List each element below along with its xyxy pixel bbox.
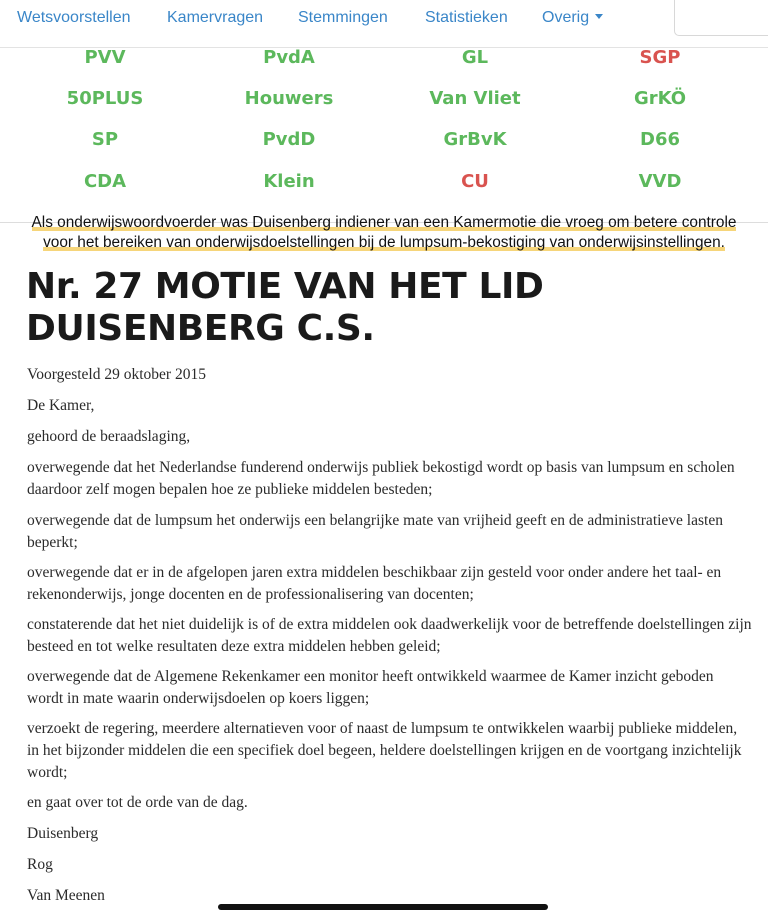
search-input[interactable]: [674, 0, 768, 36]
signatory-3: Van Meenen: [27, 887, 105, 904]
caption-line-2: voor het bereiken van onderwijsdoelstellingen bij de lumpsum-bekostiging van onderwijsinstellingen.: [43, 234, 725, 251]
document-title: [26, 266, 746, 350]
motion-paragraph-2: overwegende dat de lumpsum het onderwijs een belangrijke mate van vrijheid geeft en de administratieve lasten beperkt;: [27, 512, 723, 551]
nav-stemmingen[interactable]: Stemmingen: [298, 9, 388, 26]
home-indicator: [218, 904, 548, 910]
party-pvv[interactable]: PVV: [84, 47, 126, 68]
party-grko[interactable]: GrKÖ: [633, 88, 687, 109]
party-sp[interactable]: SP: [91, 129, 119, 150]
nav-overig-label: Overig: [542, 9, 590, 26]
document-date: Voorgesteld 29 oktober 2015: [27, 366, 206, 383]
party-grbvk[interactable]: GrBvK: [443, 129, 507, 150]
signatory-1: Duisenberg: [27, 825, 99, 842]
party-klein[interactable]: Klein: [263, 171, 315, 192]
nav-statistieken[interactable]: Statistieken: [425, 9, 508, 26]
document-preamble: gehoord de beraadslaging,: [27, 428, 191, 445]
motion-paragraph-5: overwegende dat de Algemene Rekenkamer een monitor heeft ontwikkeld waarmee de Kamer inzicht geboden wordt in mate waarin onderwijsdoelen op koers liggen;: [27, 668, 714, 707]
party-sgp[interactable]: SGP: [639, 47, 681, 68]
nav-kamervragen[interactable]: Kamervragen: [167, 9, 264, 26]
party-cda[interactable]: CDA: [83, 171, 127, 192]
highlighted-caption: [0, 213, 768, 253]
party-vote-grid: [0, 48, 768, 208]
party-houwers[interactable]: Houwers: [244, 88, 334, 109]
nav-overig-dropdown[interactable]: [542, 9, 603, 27]
caret-down-icon: [595, 14, 603, 19]
caption-line-1: Als onderwijswoordvoerder was Duisenberg indiener van een Kamermotie die vroeg om betere controle: [31, 214, 737, 231]
party-d66[interactable]: D66: [640, 129, 680, 150]
party-pvda[interactable]: PvdA: [263, 47, 315, 68]
party-cu[interactable]: CU: [461, 171, 489, 192]
motion-paragraph-1: overwegende dat het Nederlandse funderend onderwijs publiek bekostigd wordt op basis van lumpsum en scholen daardoor zelf mogen bepalen hoe ze publieke middelen besteden;: [27, 459, 735, 498]
document-title-line-1: Nr. 27 MOTIE VAN HET LID: [26, 266, 544, 307]
party-van-vliet[interactable]: Van Vliet: [429, 88, 521, 109]
document-addressee: De Kamer,: [27, 397, 95, 414]
motion-paragraph-6: verzoekt de regering, meerdere alternatieven voor of naast de lumpsum te ontwikkelen waarbij publieke middelen, in het bijzonder middelen die een specifiek doel begeen, heldere doelstellingen krijgen en de voortgang inzichtelijk wordt;: [27, 720, 742, 781]
document-title-line-2: DUISENBERG C.S.: [26, 308, 375, 349]
party-vvd[interactable]: VVD: [638, 171, 682, 192]
party-50plus[interactable]: 50PLUS: [66, 88, 144, 109]
top-navbar: [0, 0, 768, 48]
party-pvdd[interactable]: PvdD: [262, 129, 316, 150]
nav-wetsvoorstellen[interactable]: Wetsvoorstellen: [17, 9, 131, 26]
signatory-2: Rog: [27, 856, 53, 873]
party-gl[interactable]: GL: [461, 47, 489, 68]
motion-paragraph-4: constaterende dat het niet duidelijk is of de extra middelen ook daadwerkelijk voor de betreffende doelstellingen zijn besteed en tot welke resultaten deze extra middelen hebben geleid;: [27, 616, 752, 655]
motion-closing: en gaat over tot de orde van de dag.: [27, 794, 248, 811]
motion-paragraph-3: overwegende dat er in de afgelopen jaren extra middelen beschikbaar zijn gesteld voor onder andere het taal- en rekenonderwijs, jonge docenten en de professionalisering van docenten;: [27, 564, 722, 603]
